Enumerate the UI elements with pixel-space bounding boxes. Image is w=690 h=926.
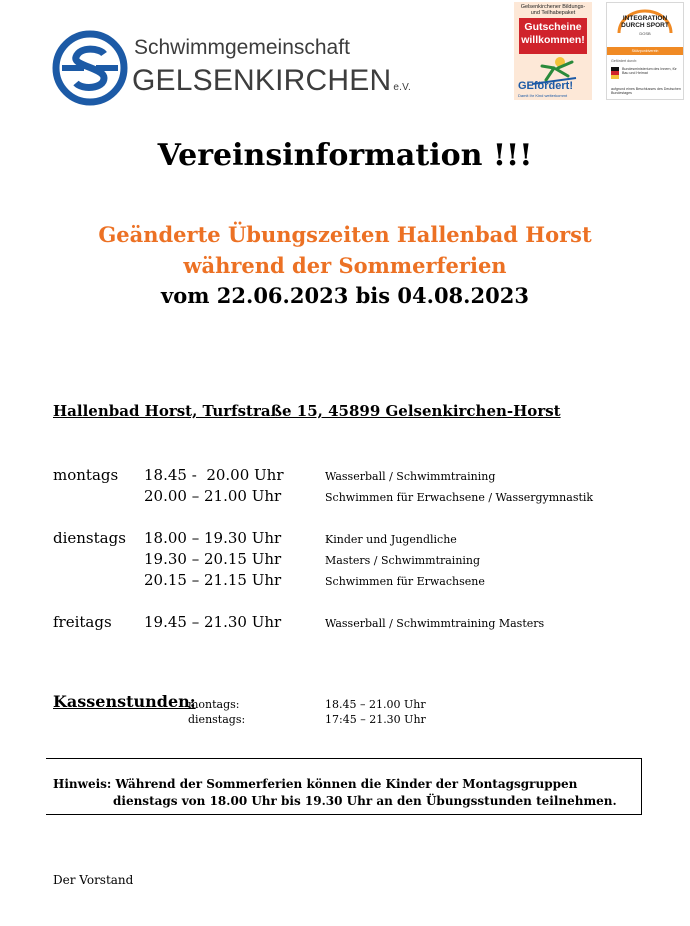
schedule-time: 20.00 – 21.00 Uhr [144, 487, 282, 505]
schedule-time: 18.00 – 19.30 Uhr [144, 529, 282, 547]
signature: Der Vorstand [53, 873, 134, 887]
subtitle-line2: während der Sommerferien [183, 253, 507, 278]
badge-integration-durch-sport [606, 2, 684, 100]
federal-eagle-icon [611, 67, 619, 79]
note-line2: dienstags von 18.00 Uhr bis 19.30 Uhr an den Übungsstunden teilnehmen. [113, 794, 617, 808]
badge-integration-funded-by: Gefördert durch: [611, 59, 638, 63]
badge-integration-title [609, 15, 681, 29]
schedule-time: 18.45 - 20.00 Uhr [144, 466, 284, 484]
kasse-heading: Kassenstunden: [53, 692, 196, 711]
page-title: Vereinsinformation !!! [157, 138, 533, 173]
pool-address: Hallenbad Horst, Turfstraße 15, 45899 Gelsenkirchen-Horst [53, 402, 561, 420]
kasse-time: 18.45 – 21.00 Uhr [325, 698, 426, 711]
badge-integration-title-line1: INTEGRATION [622, 15, 668, 22]
club-name-main [132, 64, 411, 98]
badge-integration-band: Stützpunktverein [607, 47, 683, 55]
club-name-suffix: e.V. [393, 82, 412, 93]
club-name-top: Schwimmgemeinschaft [134, 36, 350, 59]
schedule-activity: Wasserball / Schwimmtraining [325, 470, 496, 483]
badge-integration-ministry: Bundesministerium des Innern, für Bau und Heimat [622, 67, 677, 76]
badge-integration-subtitle: DOSB [639, 31, 651, 36]
kasse-day: dienstags: [188, 713, 246, 726]
badge-bildung-slogan-box [519, 18, 587, 54]
subtitle-line1: Geänderte Übungszeiten Hallenbad Horst [98, 222, 592, 247]
note-line1: Hinweis: Während der Sommerferien können die Kinder der Montagsgruppen [53, 777, 578, 791]
badge-bildung-teilhabe [514, 2, 592, 100]
badge-bildung-brand: GEfördert! [518, 80, 573, 92]
club-name-main-text: GELSENKIRCHEN [132, 64, 392, 97]
schedule-day-dienstags: dienstags [53, 529, 126, 547]
schedule-activity: Schwimmen für Erwachsene / Wassergymnastik [325, 491, 594, 504]
badge-bildung-line2: willkommen! [521, 33, 585, 46]
schedule-activity: Wasserball / Schwimmtraining Masters [325, 617, 545, 630]
badge-integration-footer: aufgrund eines Beschlusses des Deutschen Bundestages [611, 87, 681, 96]
schedule-activity: Kinder und Jugendliche [325, 533, 457, 546]
badge-bildung-tagline: Damit Ihr Kind weiterkommt [518, 93, 568, 98]
schedule-activity: Masters / Schwimmtraining [325, 554, 481, 567]
schedule-day-freitags: freitags [53, 613, 112, 631]
schedule-time: 20.15 – 21.15 Uhr [144, 571, 282, 589]
schedule-day-montags: montags [53, 466, 119, 484]
date-range: vom 22.06.2023 bis 04.08.2023 [161, 283, 529, 308]
schedule-activity: Schwimmen für Erwachsene [325, 575, 485, 588]
badge-bildung-line1: Gutscheine [524, 21, 582, 33]
schedule-time: 19.45 – 21.30 Uhr [144, 613, 282, 631]
badge-integration-title-line2: DURCH SPORT [621, 22, 669, 30]
badge-bildung-top-text: Gelsenkirchener Bildungs- und Teilhabepaket [520, 4, 586, 17]
schedule-time: 19.30 – 20.15 Uhr [144, 550, 282, 568]
club-logo-mark-icon [52, 30, 128, 106]
club-logo [52, 30, 412, 106]
kasse-time: 17:45 – 21.30 Uhr [325, 713, 426, 726]
kasse-day: montags: [188, 698, 240, 711]
